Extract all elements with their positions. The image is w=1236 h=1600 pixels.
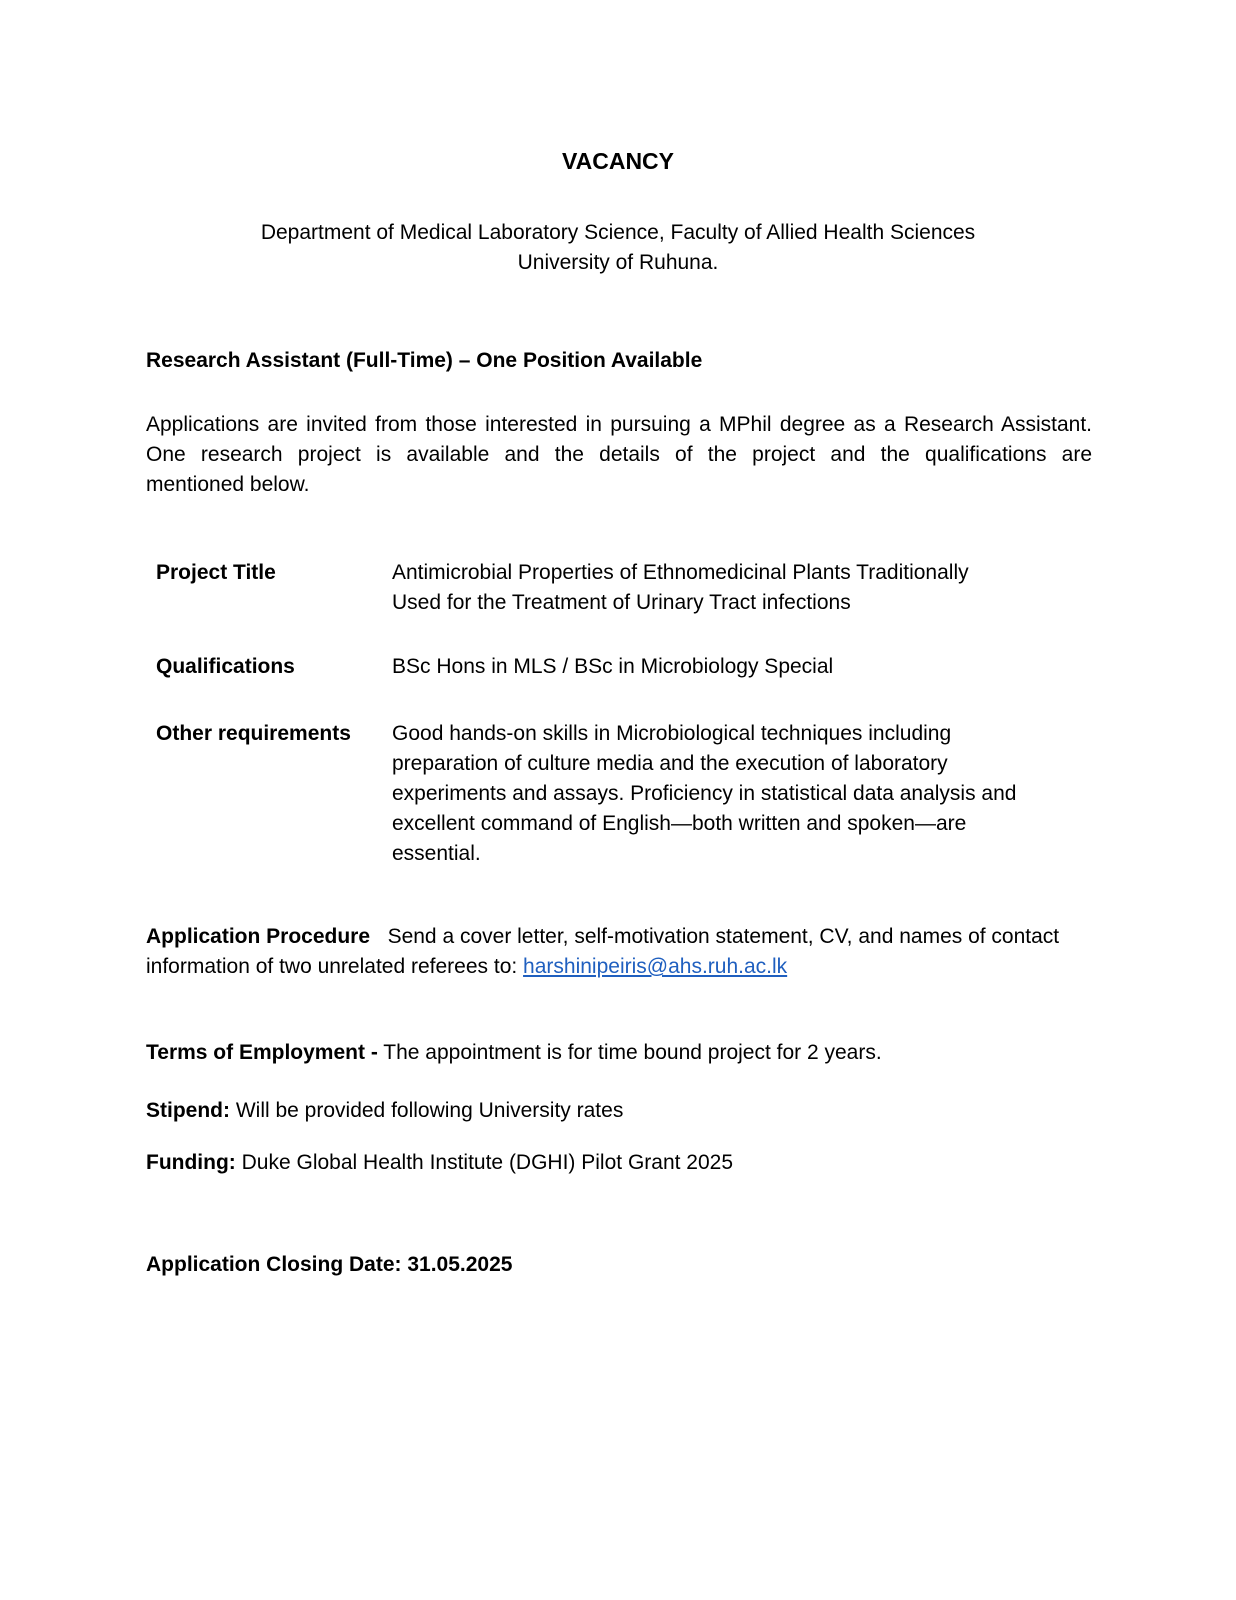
project-title-label: Project Title: [156, 561, 276, 584]
department-line: Department of Medical Laboratory Science, Faculty of Allied Health Sciences: [260, 221, 976, 244]
procedure-label: Application Procedure: [146, 925, 371, 948]
project-title-line: Used for the Treatment of Urinary Tract infections: [392, 591, 851, 614]
position-heading: Research Assistant (Full-Time) – One Position Available: [146, 349, 703, 372]
application-procedure: [146, 922, 1059, 982]
other-requirements-value: [392, 719, 1072, 869]
procedure-line: [146, 922, 1059, 952]
intro-paragraph: [146, 410, 1092, 500]
project-title-value: [392, 558, 1072, 618]
project-title-line: Antimicrobial Properties of Ethnomedicinal Plants Traditionally: [392, 561, 969, 584]
terms-of-employment: [146, 1038, 882, 1068]
funding-label: Funding:: [146, 1151, 236, 1174]
procedure-line: [146, 952, 1059, 982]
requirements-line: experiments and assays. Proficiency in statistical data analysis and: [392, 782, 1017, 805]
intro-line: mentioned below.: [146, 473, 310, 496]
page-title: VACANCY: [561, 148, 675, 174]
qualifications-line: BSc Hons in MLS / BSc in Microbiology Special: [392, 655, 834, 678]
university-line: University of Ruhuna.: [517, 251, 719, 274]
intro-line: One research project is available and the details of the project and the qualifications are: [146, 443, 1092, 466]
stipend: [146, 1096, 623, 1126]
qualifications-value: [392, 652, 1072, 682]
funding-text: Duke Global Health Institute (DGHI) Pilot Grant 2025: [235, 1151, 734, 1174]
terms-label: Terms of Employment -: [146, 1041, 378, 1064]
requirements-line: preparation of culture media and the execution of laboratory: [392, 752, 948, 775]
funding: [146, 1148, 733, 1178]
intro-line: Applications are invited from those interested in pursuing a MPhil degree as a Research Assistant.: [146, 413, 1092, 436]
other-requirements-label: Other requirements: [156, 722, 351, 745]
terms-text: The appointment is for time bound project for 2 years.: [377, 1041, 882, 1064]
stipend-text: Will be provided following University rates: [230, 1099, 624, 1122]
qualifications-label: Qualifications: [156, 655, 295, 678]
department-block: [0, 218, 1236, 278]
stipend-label: Stipend:: [146, 1099, 230, 1122]
procedure-text: Send a cover letter, self-motivation statement, CV, and names of contact: [387, 925, 1060, 948]
procedure-text: information of two unrelated referees to:: [146, 955, 524, 978]
requirements-line: essential.: [392, 842, 481, 865]
requirements-line: Good hands-on skills in Microbiological techniques including: [392, 722, 952, 745]
requirements-line: excellent command of English—both written and spoken—are: [392, 812, 967, 835]
closing-date: Application Closing Date: 31.05.2025: [146, 1253, 513, 1276]
contact-email-link[interactable]: harshinipeiris@ahs.ruh.ac.lk: [523, 955, 788, 978]
